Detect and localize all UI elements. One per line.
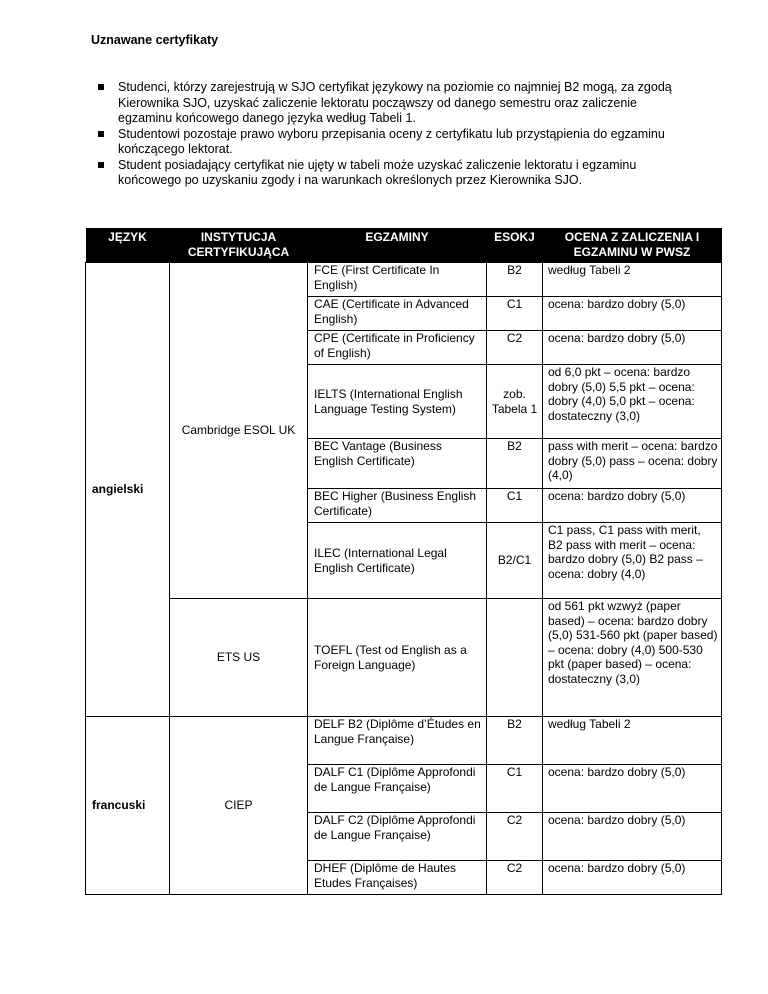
bullet-text: Studentowi pozostaje prawo wyboru przepisania oceny z certyfikatu lub przystąpienia do egzaminu kończącego lektorat. — [118, 126, 665, 156]
level-cell: B2/C1 — [487, 523, 543, 599]
grade-cell: ocena: bardzo dobry (5,0) — [543, 297, 722, 331]
level-cell: zob. Tabela 1 — [487, 365, 543, 439]
header-language: JĘZYK — [86, 228, 170, 263]
grade-cell: ocena: bardzo dobry (5,0) — [543, 813, 722, 861]
grade-cell: ocena: bardzo dobry (5,0) — [543, 861, 722, 895]
header-esokj: ESOKJ — [487, 228, 543, 263]
table-row — [86, 263, 722, 297]
level-cell: C1 — [487, 489, 543, 523]
institution-cell: CIEP — [170, 717, 308, 895]
list-item — [118, 158, 678, 189]
exam-cell: CAE (Certificate in Advanced English) — [308, 297, 487, 331]
institution-cell: ETS US — [170, 599, 308, 717]
exam-cell: BEC Vantage (Business English Certificate) — [308, 439, 487, 489]
list-item — [118, 80, 678, 127]
square-bullet-icon — [98, 131, 104, 137]
square-bullet-icon — [98, 84, 104, 90]
exam-cell: TOEFL (Test od English as a Foreign Language) — [308, 599, 487, 717]
list-item — [118, 127, 678, 158]
level-cell: C2 — [487, 813, 543, 861]
certificates-table — [85, 228, 722, 895]
square-bullet-icon — [98, 162, 104, 168]
grade-cell: pass with merit – ocena: bardzo dobry (5,0) pass – ocena: dobry (4,0) — [543, 439, 722, 489]
institution-cell: Cambridge ESOL UK — [170, 263, 308, 599]
bullet-text: Studenci, którzy zarejestrują w SJO certyfikat językowy na poziomie co najmniej B2 mogą, za zgodą Kierownika SJO, uzyskać zaliczenie lektoratu począwszy od danego semestru oraz zaliczenie egzaminu końcowego danego języka według Tabeli 1. — [118, 80, 672, 125]
grade-cell: ocena: bardzo dobry (5,0) — [543, 489, 722, 523]
header-grade: OCENA Z ZALICZENIA I EGZAMINU W PWSZ — [543, 228, 722, 263]
level-cell: C2 — [487, 331, 543, 365]
language-cell: angielski — [86, 263, 170, 717]
exam-cell: FCE (First Certificate In English) — [308, 263, 487, 297]
table-row — [86, 717, 722, 765]
level-cell: C1 — [487, 765, 543, 813]
bullet-text: Student posiadający certyfikat nie ujęty w tabeli może uzyskać zaliczenie lektoratu i egzaminu końcowego po uzyskaniu zgody i na warunkach określonych przez Kierownika SJO. — [118, 157, 637, 187]
table-row — [86, 599, 722, 717]
level-cell: C1 — [487, 297, 543, 331]
level-cell: B2 — [487, 717, 543, 765]
grade-cell: według Tabeli 2 — [543, 263, 722, 297]
level-cell: B2 — [487, 263, 543, 297]
exam-cell: ILEC (International Legal English Certificate) — [308, 523, 487, 599]
level-cell: C2 — [487, 861, 543, 895]
grade-cell: od 6,0 pkt – ocena: bardzo dobry (5,0) 5,5 pkt – ocena: dobry (4,0) 5,0 pkt – ocena: dostateczny (3,0) — [543, 365, 722, 439]
exam-cell: DALF C1 (Diplôme Approfondi de Langue Française) — [308, 765, 487, 813]
grade-cell: według Tabeli 2 — [543, 717, 722, 765]
level-cell: B2 — [487, 439, 543, 489]
header-exams: EGZAMINY — [308, 228, 487, 263]
grade-cell: ocena: bardzo dobry (5,0) — [543, 765, 722, 813]
language-cell: francuski — [86, 717, 170, 895]
level-cell — [487, 599, 543, 717]
grade-cell: od 561 pkt wzwyż (paper based) – ocena: bardzo dobry (5,0) 531-560 pkt (paper based) – ocena: dobry (4,0) 500-530 pkt (paper based) – ocena: dostateczny (3,0) — [543, 599, 722, 717]
exam-cell: DHEF (Diplôme de Hautes Etudes Françaises) — [308, 861, 487, 895]
exam-cell: DALF C2 (Diplôme Approfondi de Langue Française) — [308, 813, 487, 861]
header-institution: INSTYTUCJA CERTYFIKUJĄCA — [170, 228, 308, 263]
bullet-list — [118, 80, 678, 189]
exam-cell: BEC Higher (Business English Certificate) — [308, 489, 487, 523]
exam-cell: DELF B2 (Diplôme d’Études en Langue Française) — [308, 717, 487, 765]
exam-cell: CPE (Certificate in Proficiency of English) — [308, 331, 487, 365]
table-header-row — [86, 228, 722, 263]
grade-cell: C1 pass, C1 pass with merit, B2 pass with merit – ocena: bardzo dobry (5,0) B2 pass – ocena: dobry (4,0) — [543, 523, 722, 599]
grade-cell: ocena: bardzo dobry (5,0) — [543, 331, 722, 365]
exam-cell: IELTS (International English Language Testing System) — [308, 365, 487, 439]
page-title: Uznawane certyfikaty — [91, 33, 219, 47]
